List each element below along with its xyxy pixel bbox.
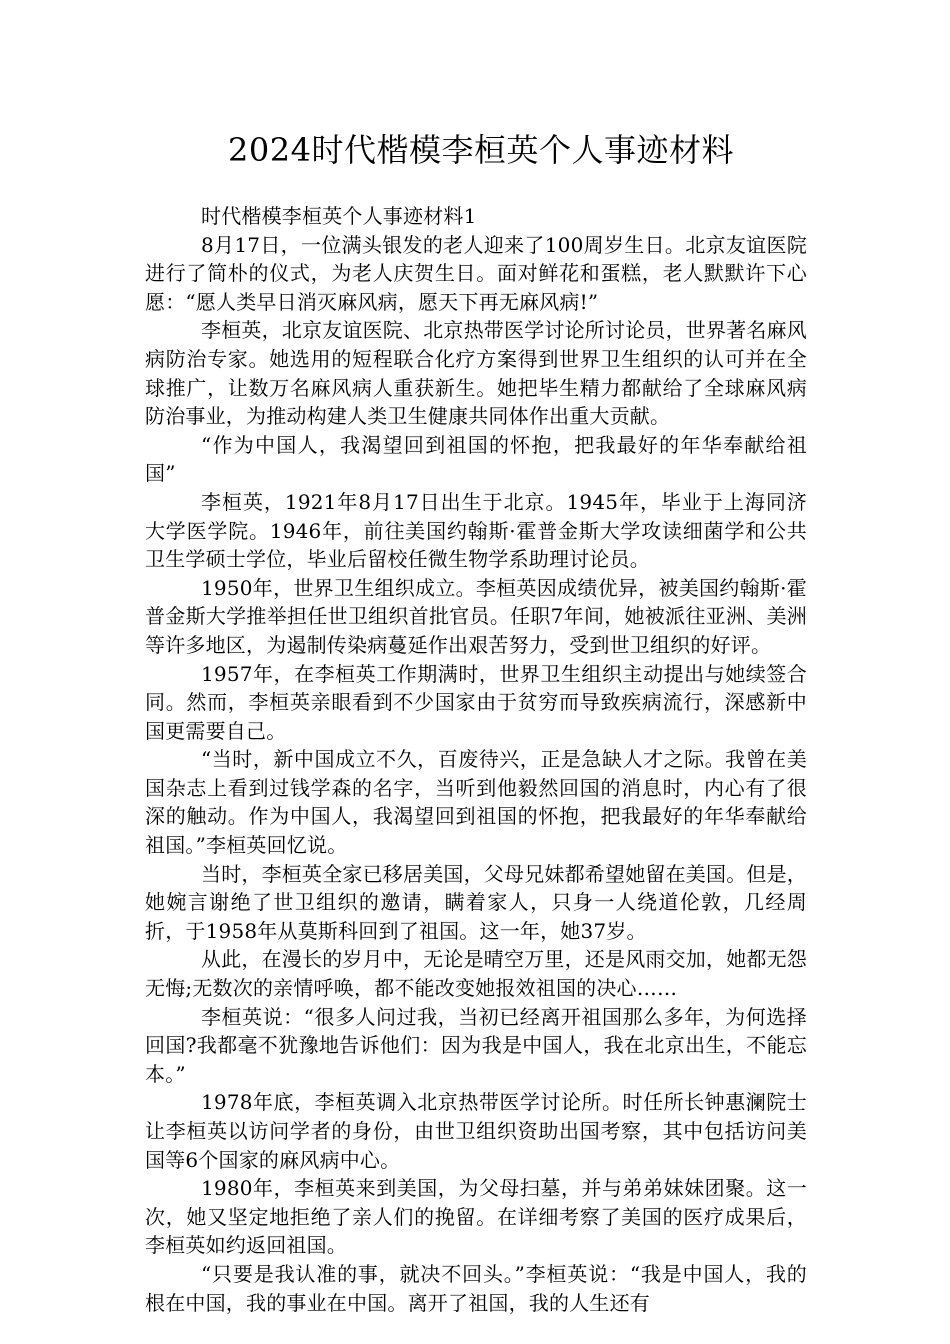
paragraph: 1980年，李桓英来到美国，为父母扫墓，并与弟弟妹妹团聚。这一次，她又坚定地拒绝了亲人们的挽留。在详细考察了美国的医疗成果后，李桓英如约返回祖国。 (145, 1176, 807, 1258)
paragraph: 李桓英，北京友谊医院、北京热带医学讨论所讨论员，世界著名麻风病防治专家。她选用的短程联合化疗方案得到世界卫生组织的认可并在全球推广，让数万名麻风病人重获新生。她把毕生精力都献给了全球麻风病防治事业，为推动构建人类卫生健康共同体作出重大贡献。 (145, 318, 807, 429)
paragraph: 1978年底，李桓英调入北京热带医学讨论所。时任所长钟惠澜院士让李桓英以访问学者的身份，由世卫组织资助出国考察，其中包括访问美国等6个国家的麻风病中心。 (145, 1090, 807, 1172)
paragraph: 当时，李桓英全家已移居美国，父母兄妹都希望她留在美国。但是，她婉言谢绝了世卫组织的邀请，瞒着家人，只身一人绕道伦敦，几经周折，于1958年从莫斯科回到了祖国。这一年，她37岁。 (145, 861, 807, 943)
paragraph: 李桓英说：“很多人问过我，当初已经离开祖国那么多年，为何选择回国?我都毫不犹豫地告诉他们：因为我是中国人，我在北京出生，不能忘本。” (145, 1004, 807, 1086)
document-page (145, 128, 807, 1317)
paragraph: 8月17日，一位满头银发的老人迎来了100周岁生日。北京友谊医院进行了简朴的仪式，为老人庆贺生日。面对鲜花和蛋糕，老人默默许下心愿：“愿人类早日消灭麻风病，愿天下再无麻风病!” (145, 232, 807, 314)
document-body (145, 202, 807, 1317)
paragraph: 李桓英，1921年8月17日出生于北京。1945年，毕业于上海同济大学医学院。1946年，前往美国约翰斯·霍普金斯大学攻读细菌学和公共卫生学硕士学位，毕业后留校任微生物学系助理讨论员。 (145, 489, 807, 572)
paragraph: “当时，新中国成立不久，百废待兴，正是急缺人才之际。我曾在美国杂志上看到过钱学森的名字，当听到他毅然回国的消息时，内心有了很深的触动。作为中国人，我渴望回到祖国的怀抱，把我最好的年华奉献给祖国。”李桓英回忆说。 (145, 747, 807, 858)
paragraph: 1950年，世界卫生组织成立。李桓英因成绩优异，被美国约翰斯·霍普金斯大学推举担任世卫组织首批官员。任职7年间，她被派往亚洲、美洲等许多地区，为遏制传染病蔓延作出艰苦努力，受到世卫组织的好评。 (145, 575, 807, 657)
paragraph: “只要是我认准的事，就决不回头。”李桓英说：“我是中国人，我的根在中国，我的事业在中国。离开了祖国，我的人生还有 (145, 1261, 807, 1315)
paragraph-quote-heading: “作为中国人，我渴望回到祖国的怀抱，把我最好的年华奉献给祖国” (145, 432, 807, 486)
paragraph: 1957年，在李桓英工作期满时，世界卫生组织主动提出与她续签合同。然而，李桓英亲眼看到不少国家由于贫穷而导致疾病流行，深感新中国更需要自己。 (145, 661, 807, 743)
paragraph: 从此，在漫长的岁月中，无论是晴空万里，还是风雨交加，她都无怨无悔;无数次的亲情呼唤，都不能改变她报效祖国的决心…… (145, 947, 807, 1001)
document-title: 2024时代楷模李桓英个人事迹材料 (228, 131, 734, 169)
paragraph-subtitle: 时代楷模李桓英个人事迹材料1 (201, 204, 477, 228)
